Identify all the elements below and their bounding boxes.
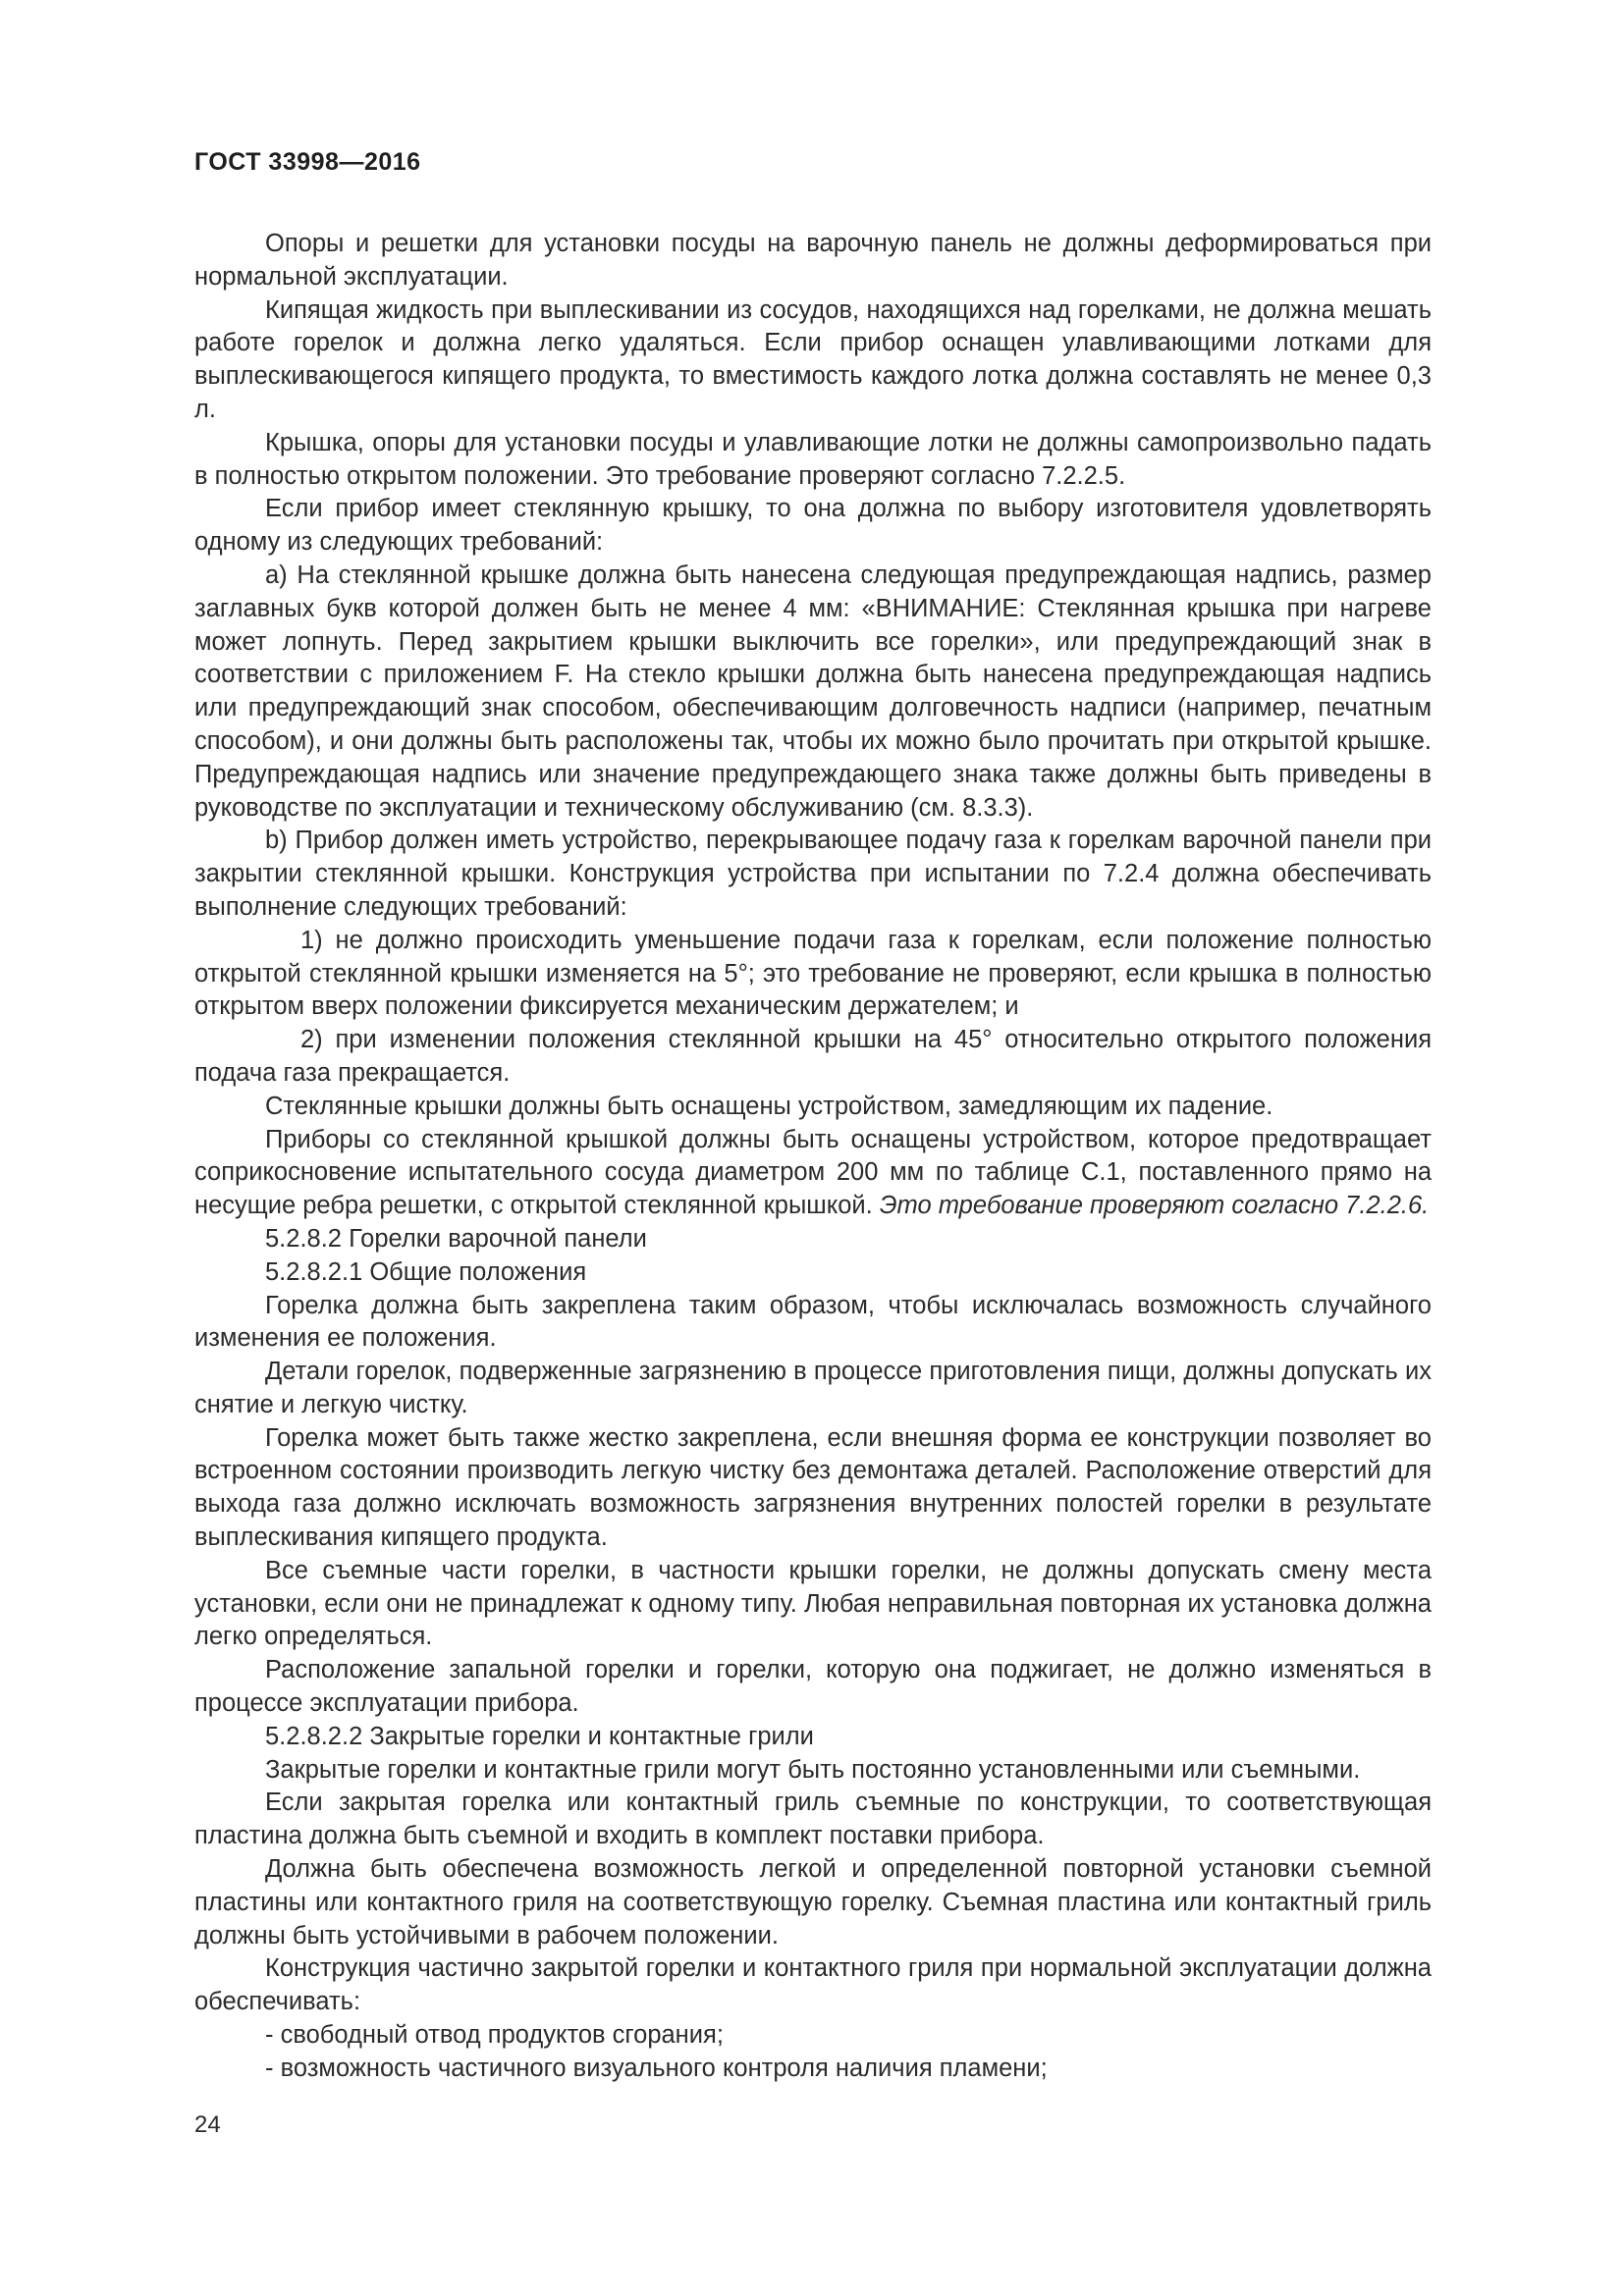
paragraph bbox=[194, 1124, 1432, 1223]
paragraph: Закрытые горелки и контактные грили могут быть постоянно установленными или съемными. bbox=[265, 1755, 1361, 1784]
paragraph: Если закрытая горелка или контактный гриль съемные по конструкции, то соответствующая пластина должна быть съемной и входить в комплект поставки прибора. bbox=[194, 1789, 1432, 1850]
document-header: ГОСТ 33998—2016 bbox=[194, 148, 421, 176]
list-item-b: b) Прибор должен иметь устройство, перекрывающее подачу газа к горелкам варочной панели при закрытии стеклянной крышки. Конструкция устройства при испытании по 7.2.4 должна обеспечивать выполнение следующих требований: bbox=[194, 827, 1432, 921]
list-item-2: 2) при изменении положения стеклянной крышки на 45° относительно открытого положения подача газа прекращается. bbox=[194, 1026, 1432, 1087]
paragraph: Горелка может быть также жестко закреплена, если внешняя форма ее конструкции позволяет во встроенном состоянии производить легкую чистку без демонтажа деталей. Расположение отверстий для выхода газа должно исключать возможность загрязнения внутренних полостей горелки в результате выплескивания кипящего продукта. bbox=[194, 1423, 1432, 1552]
paragraph: Расположение запальной горелки и горелки, которую она поджигает, не должно изменяться в процессе эксплуатации прибора. bbox=[194, 1656, 1432, 1718]
list-item-1: 1) не должно происходить уменьшение подачи газа к горелкам, если положение полностью открытой стеклянной крышки изменяется на 5°; это требование не проверяют, если крышка в полностью открытом вверх положении фиксируется механическим держателем; и bbox=[194, 926, 1432, 1021]
paragraph: Если прибор имеет стеклянную крышку, то она должна по выбору изготовителя удовлетворять одному из следующих требований: bbox=[194, 495, 1432, 557]
paragraph: Должна быть обеспечена возможность легкой и определенной повторной установки съемной пластины или контактного гриля на соответствующую горелку. Съемная пластина или контактный гриль должны быть устойчивыми в рабочем положении. bbox=[194, 1855, 1432, 1949]
document-body bbox=[194, 228, 1432, 2086]
paragraph: Стеклянные крышки должны быть оснащены устройством, замедляющим их падение. bbox=[265, 1092, 1273, 1120]
bullet-item: - свободный отвод продуктов сгорания; bbox=[265, 2021, 724, 2050]
page-number: 24 bbox=[194, 2111, 221, 2138]
paragraph: Горелка должна быть закреплена таким образом, чтобы исключалась возможность случайного изменения ее положения. bbox=[194, 1291, 1432, 1353]
paragraph: Детали горелок, подверженные загрязнению в процессе приготовления пищи, должны допускать их снятие и легкую чистку. bbox=[194, 1358, 1432, 1418]
paragraph: Кипящая жидкость при выплескивании из сосудов, находящихся над горелками, не должна мешать работе горелок и должна легко удаляться. Если прибор оснащен улавливающими лотками для выплескивающегося кипящего продукта, то вместимость каждого лотка должна составлять не менее 0,3 л. bbox=[194, 295, 1432, 423]
paragraph: Крышка, опоры для установки посуды и улавливающие лотки не должны самопроизвольно падать в полностью открытом положении. Это требование проверяют согласно 7.2.2.5. bbox=[194, 428, 1432, 490]
list-item-a: а) На стеклянной крышке должна быть нанесена следующая предупреждающая надпись, размер заглавных букв которой должен быть не менее 4 мм: «ВНИМАНИЕ: Стеклянная крышка при нагреве может лопнуть. Перед закрытием крышки выключить все горелки», или предупреждающий знак в соответствии с приложением F. На стекло крышки должна быть нанесена предупреждающая надпись или предупреждающий знак способом, обеспечивающим долговечность надписи (например, печатным способом), и они должны быть расположены так, чтобы их можно было прочитать при открытой крышке. Предупреждающая надпись или значение предупреждающего знака также должны быть приведены в руководстве по эксплуатации и техническому обслуживанию (см. 8.3.3). bbox=[194, 561, 1432, 822]
italic-note: Это требование проверяют согласно 7.2.2.6. bbox=[879, 1192, 1430, 1220]
section-heading-5-2-8-2-2: 5.2.8.2.2 Закрытые горелки и контактные грили bbox=[265, 1722, 814, 1750]
paragraph: Опоры и решетки для установки посуды на варочную панель не должны деформироваться при нормальной эксплуатации. bbox=[194, 230, 1432, 291]
section-heading-5-2-8-2-1: 5.2.8.2.1 Общие положения bbox=[265, 1257, 587, 1286]
paragraph: Конструкция частично закрытой горелки и контактного гриля при нормальной эксплуатации должна обеспечивать: bbox=[194, 1954, 1432, 2016]
paragraph: Все съемные части горелки, в частности крышки горелки, не должны допускать смену места установки, если они не принадлежат к одному типу. Любая неправильная повторная их установка должна легко определяться. bbox=[194, 1556, 1432, 1651]
paragraph-text: Приборы со стеклянной крышкой должны быть оснащены устройством, которое предотвращает соприкосновение испытательного сосуда диаметром 200 мм по таблице С.1, поставленного прямо на несущие ребра решетки, с открытой стеклянной крышкой. bbox=[194, 1125, 1432, 1220]
bullet-item: - возможность частичного визуального контроля наличия пламени; bbox=[265, 2054, 1048, 2082]
section-heading-5-2-8-2: 5.2.8.2 Горелки варочной панели bbox=[265, 1224, 647, 1253]
